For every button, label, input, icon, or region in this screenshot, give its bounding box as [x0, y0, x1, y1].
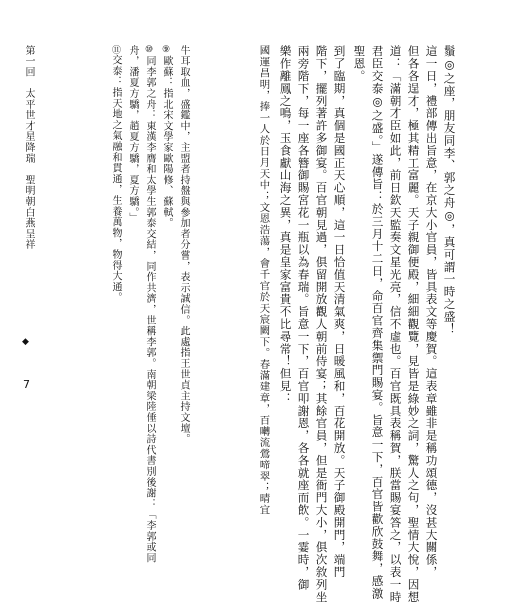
note-4-bullet: ⑪ — [110, 45, 120, 55]
main-text-col-8: 階下，擺列著許多御宴。百官朝見過，俱留開放觀人朝前侍宴；其餘官員，但是衙門大小，俱次敘列坐 — [314, 45, 329, 603]
main-text-col-9: 兩旁階下，每一座各簪御賜宮花一瓶以為春瑞。旨意一下，百官叩謝恩，各各就座而飲。一霎時，御 — [296, 45, 311, 591]
main-text-col-7: 到了臨期，真個是國正天心順，這一日恰值天清氣爽，日暖風和，百花開放。天子御殿開門，端門 — [332, 45, 347, 579]
note-2 — [161, 45, 171, 229]
poem-line — [258, 45, 268, 515]
page-number: 7 — [23, 378, 30, 391]
note-4 — [110, 45, 120, 303]
main-text-col-4: 道：「滿朝才臣如此，前日欽天監奏文星光亮，信不虛也。百官既具表稱賀，朕當賜宴答之，以表一時 — [388, 45, 403, 603]
note-3-bullet: ⑩ — [144, 45, 154, 56]
note-2-text: 歐蘇：指北宋文學家歐陽修、蘇軾。 — [161, 55, 172, 229]
main-text-col-10: 樂作離鳳之鳴，玉食獻山海之異，真是皇家富貴不比尋常！但見： — [278, 45, 293, 405]
note-3-continued: 舟，潘夏方驕，趙夏方驕，夏方驕。」 — [127, 45, 138, 224]
note-3-text: 同李郭之舟：東漢李膺和太學生郭泰交結，同作共濟，世稱李郭。南朝梁陸倕以詩代書別後謝：「李郭或同 — [144, 55, 155, 564]
note-3 — [144, 45, 154, 563]
poem-line-1c: 春滿建章，百囀流鶯啼翠； — [257, 358, 270, 494]
diamond-icon: ◆ — [22, 337, 29, 347]
divider — [210, 45, 211, 455]
poem-line-1: 國運昌明，捧一人於日月天中； — [257, 45, 270, 202]
main-text-col-3: 但各各逞才，極其精工富麗。天子親御便殿，細細觀覽，見皆是綠妙之詞，驚人之句，聖情大悅，因想 — [406, 45, 421, 603]
note-4-text: 交泰：指天地之氣融和貫通，生養萬物，物得大通。 — [110, 54, 121, 304]
note-1: 牛耳取血，盛鑑中，主盟者持盤與參加者分嘗，表示誠信。此處指王世貞主持文壇。 — [178, 45, 189, 445]
main-text-col-5: 君臣交泰◎之盛。」遂傳旨：於三月十二日，命百官齊集禦門賜宴。旨意一下，百官皆歡欣鼓舞，感激 — [370, 45, 385, 600]
header-title: 太平世才星降瑞 — [23, 88, 34, 164]
main-text-col-6: 聖恩。 — [352, 45, 367, 83]
poem-line-1b: 文恩浩蕩，會千官於天宸闕下。 — [257, 201, 270, 359]
note-2-bullet: ⑨ — [161, 45, 171, 56]
header-chapter: 第一回 — [23, 45, 34, 78]
header-subtitle: 聖明朝白燕呈祥 — [23, 174, 34, 251]
main-text-col-1: 鬚◎之座，朋友同李、郭之舟◎，真可謂一時之盛！ — [442, 45, 457, 335]
running-header — [23, 45, 33, 250]
poem-line-1d: 晴宜 — [257, 493, 270, 516]
main-text-col-2: 這一日，禮部傳出旨意，在京大小官員，皆具表文等慶賀。這表章雖非是稱功頌德，沒甚大關係， — [424, 45, 439, 579]
